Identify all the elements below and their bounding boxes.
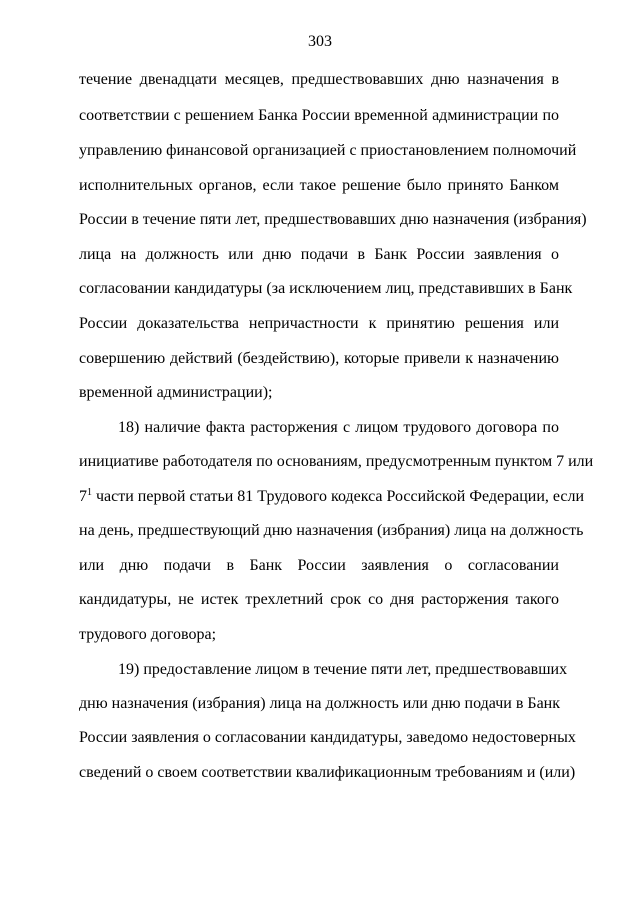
page-number: 303 — [308, 33, 332, 50]
text-line: России доказательства непричастности к принятию решения или — [79, 315, 559, 332]
text-line: течение двенадцати месяцев, предшествовавших дню назначения в — [79, 71, 559, 88]
text-line-with-superscript — [79, 487, 585, 506]
text-line: трудового договора; — [79, 626, 217, 643]
paragraph-first-line: 18) наличие факта расторжения с лицом трудового договора по — [118, 419, 559, 436]
superscript-index: 1 — [87, 487, 92, 498]
text-line: совершению действий (бездействию), которые привели к назначению — [79, 350, 559, 367]
article-point-number: 7 — [79, 488, 87, 505]
text-line: временной администрации); — [79, 384, 273, 401]
text-line: исполнительных органов, если такое решение было принято Банком — [79, 177, 559, 194]
text-line: соответствии с решением Банка России временной администрации по — [79, 107, 559, 124]
text-line: инициативе работодателя по основаниям, предусмотренным пунктом 7 или — [79, 453, 594, 470]
text-line: России в течение пяти лет, предшествовавших дню назначения (избрания) — [79, 211, 587, 228]
text-line: лица на должность или дню подачи в Банк России заявления о — [79, 246, 559, 263]
paragraph-first-line: 19) предоставление лицом в течение пяти лет, предшествовавших — [118, 661, 568, 678]
text-line: согласовании кандидатуры (за исключением лиц, представивших в Банк — [79, 280, 573, 297]
text-line: или дню подачи в Банк России заявления о согласовании — [79, 557, 559, 574]
text-line: сведений о своем соответствии квалификационным требованиям и (или) — [79, 764, 576, 781]
text-line: кандидатуры, не истек трехлетний срок со дня расторжения такого — [79, 591, 559, 608]
text-line: управлению финансовой организацией с приостановлением полномочий — [79, 142, 577, 159]
text-line: на день, предшествующий дню назначения (избрания) лица на должность — [79, 522, 584, 539]
text-line: России заявления о согласовании кандидатуры, заведомо недостоверных — [79, 729, 576, 746]
text-line-rest: части первой статьи 81 Трудового кодекса Российской Федерации, если — [92, 488, 585, 505]
text-line: дню назначения (избрания) лица на должность или дню подачи в Банк — [79, 695, 561, 712]
